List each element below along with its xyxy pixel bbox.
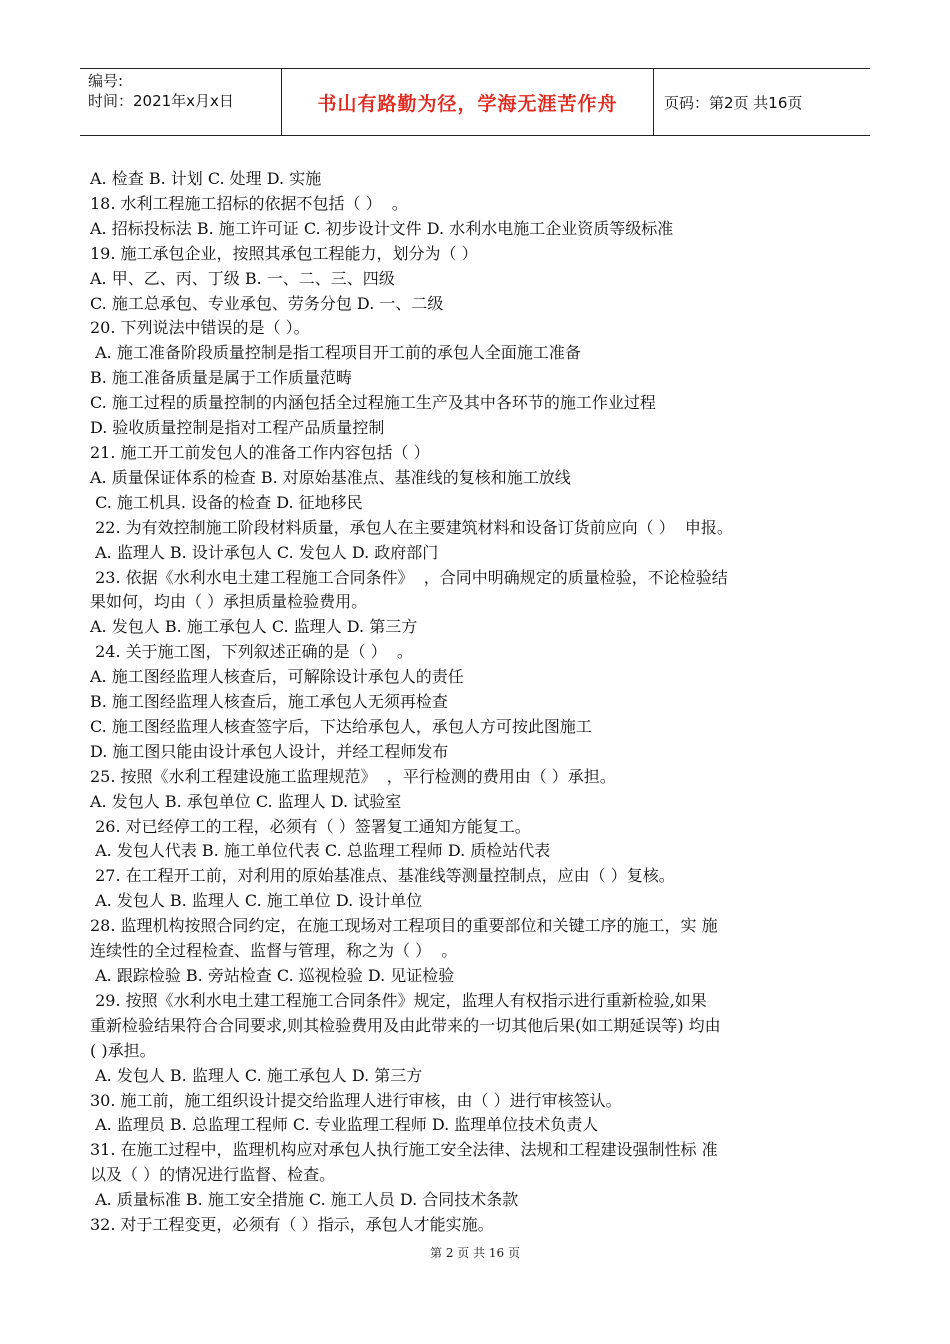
header-page-cell	[654, 69, 870, 135]
text-line: D. 验收质量控制是指对工程产品质量控制	[90, 418, 385, 438]
text-line: C. 施工机具. 设备的检查 D. 征地移民	[90, 492, 363, 512]
text-line: A. 发包人代表 B. 施工单位代表 C. 总监理工程师 D. 质检站代表	[90, 841, 551, 861]
text-line: 32. 对于工程变更，必须有（ ）指示，承包人才能实施。	[90, 1215, 494, 1235]
text-line: 25. 按照《水利工程建设施工监理规范》 ，平行检测的费用由（ ）承担。	[90, 766, 616, 786]
text-line: A. 质量标准 B. 施工安全措施 C. 施工人员 D. 合同技术条款	[90, 1190, 519, 1210]
text-line: A. 发包人 B. 施工承包人 C. 监理人 D. 第三方	[90, 617, 418, 637]
page-info: 页码：第2页 共16页	[664, 93, 803, 112]
text-line: A. 质量保证体系的检查 B. 对原始基准点、基准线的复核和施工放线	[90, 467, 571, 487]
text-line: 重新检验结果符合合同要求,则其检验费用及由此带来的一切其他后果(如工期延误等) 均由	[90, 1015, 721, 1035]
text-line: 19. 施工承包企业，按照其承包工程能力，划分为（ ）	[90, 243, 478, 263]
text-line: A. 监理员 B. 总监理工程师 C. 专业监理工程师 D. 监理单位技术负责人	[90, 1115, 599, 1135]
text-line: A. 施工准备阶段质量控制是指工程项目开工前的承包人全面施工准备	[90, 343, 581, 363]
text-line: 30. 施工前，施工组织设计提交给监理人进行审核，由（ ）进行审核签认。	[90, 1090, 622, 1110]
text-line: A. 发包人 B. 监理人 C. 施工单位 D. 设计单位	[90, 891, 423, 911]
text-line: 31. 在施工过程中，监理机构应对承包人执行施工安全法律、法规和工程建设强制性标 准	[90, 1140, 718, 1160]
text-line: 以及（ ）的情况进行监督、检查。	[90, 1165, 336, 1185]
text-line: A. 检查 B. 计划 C. 处理 D. 实施	[90, 169, 322, 188]
header-motto-cell	[282, 69, 654, 135]
text-line: A. 甲、乙、丙、丁级 B. 一、二、三、四级	[90, 268, 395, 288]
text-line: A. 发包人 B. 承包单位 C. 监理人 D. 试验室	[90, 791, 402, 811]
text-line: 连续性的全过程检查、监督与管理，称之为（ ） 。	[90, 941, 458, 961]
text-line: A. 发包人 B. 监理人 C. 施工承包人 D. 第三方	[90, 1065, 423, 1085]
date-text: 时间：2021年x月x日	[88, 92, 234, 110]
number-label: 编号:	[88, 72, 124, 90]
text-line: 24. 关于施工图，下列叙述正确的是（ ） 。	[90, 642, 413, 662]
text-line: 18. 水利工程施工招标的依据不包括（ ） 。	[90, 193, 408, 213]
text-line: 28. 监理机构按照合同约定，在施工现场对工程项目的重要部位和关键工序的施工，实 施	[90, 916, 718, 936]
text-line: A. 跟踪检验 B. 旁站检查 C. 巡视检验 D. 见证检验	[90, 966, 455, 985]
text-line: C. 施工过程的质量控制的内涵包括全过程施工生产及其中各环节的施工作业过程	[90, 393, 656, 413]
text-line: 29. 按照《水利水电土建工程施工合同条件》规定，监理人有权指示进行重新检验,如果	[90, 990, 707, 1010]
text-line: 22. 为有效控制施工阶段材料质量，承包人在主要建筑材料和设备订货前应向（ ） 申报。	[90, 517, 733, 537]
text-line: B. 施工图经监理人核查后，施工承包人无须再检查	[90, 692, 448, 712]
text-line: C. 施工总承包、专业承包、劳务分包 D. 一、二级	[90, 293, 444, 313]
text-line: B. 施工准备质量是属于工作质量范畴	[90, 368, 352, 388]
text-line: A. 招标投标法 B. 施工许可证 C. 初步设计文件 D. 水利水电施工企业资质等级标准	[90, 218, 674, 238]
text-line: ( )承担。	[90, 1040, 156, 1060]
document-header	[80, 68, 870, 136]
text-line: 果如何，均由（ ）承担质量检验费用。	[90, 592, 368, 612]
motto-text: 书山有路勤为径，学海无涯苦作舟	[317, 92, 618, 115]
text-line: 26. 对已经停工的工程，必须有（ ）签署复工通知方能复工。	[90, 816, 531, 836]
page-footer: 第 2 页 共 16 页	[430, 1246, 520, 1260]
text-line: 23. 依据《水利水电土建工程施工合同条件》 ，合同中明确规定的质量检验，不论检验结	[90, 567, 728, 587]
text-line: C. 施工图经监理人核查签字后，下达给承包人，承包人方可按此图施工	[90, 716, 592, 736]
text-line: A. 施工图经监理人核查后，可解除设计承包人的责任	[90, 667, 464, 687]
text-line: 27. 在工程开工前，对利用的原始基准点、基准线等测量控制点，应由（ ）复核。	[90, 866, 675, 886]
question-list	[90, 167, 880, 1238]
header-meta-cell	[80, 69, 282, 135]
text-line: D. 施工图只能由设计承包人设计，并经工程师发布	[90, 741, 449, 761]
text-line: 21. 施工开工前发包人的准备工作内容包括（ ）	[90, 442, 430, 462]
text-line: A. 监理人 B. 设计承包人 C. 发包人 D. 政府部门	[90, 542, 439, 562]
text-line: 20. 下列说法中错误的是（ ）。	[90, 318, 310, 338]
